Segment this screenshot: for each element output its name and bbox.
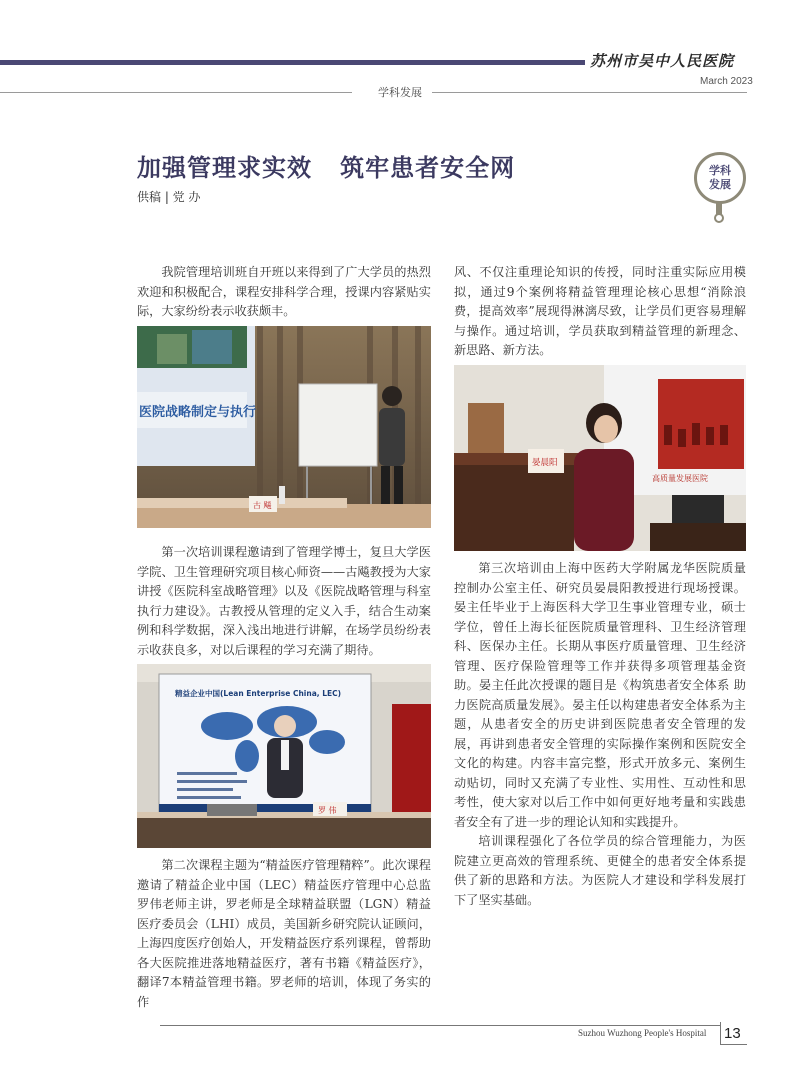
section-badge-label: 学科发展 <box>709 164 731 191</box>
paragraph-session2: 第二次课程主题为“精益医疗管理精粹”。此次课程邀请了精益企业中国（LEC）精益医疗管理中心总监罗伟老师主讲，罗老师是全球精益联盟（LGN）精益医疗委员会（LHI）成员，美国新乡研究院认证顾问，上海四度医疗创始人，开发精益医疗系列课程，曾帮助各大医院推进落地精益医疗，著有书籍《精益医疗》，翻译7本精益管理书籍。罗老师的培训，体现了务实的作 <box>137 858 431 1009</box>
hospital-name: 苏州市吴中人民医院 <box>590 52 735 70</box>
photo-lecture-1 <box>137 326 431 528</box>
article-byline: 供稿 | 党 办 <box>137 190 201 204</box>
issue-date: March 2023 <box>700 76 753 87</box>
header-divider-right <box>432 92 747 93</box>
photo-lecture-3-image <box>454 365 746 551</box>
paragraph-intro: 我院管理培训班自开班以来得到了广大学员的热烈欢迎和积极配合，课程安排科学合理，授课内容紧贴实际，大家纷纷表示收获颇丰。 <box>137 265 431 318</box>
article-title: 加强管理求实效 筑牢患者安全网 <box>137 153 516 182</box>
header-divider-left <box>0 92 352 93</box>
footer-hospital-name: Suzhou Wuzhong People's Hospital <box>578 1028 707 1038</box>
paragraph-conclusion: 培训课程强化了各位学员的综合管理能力，为医院建立更高效的管理系统、更健全的患者安全体系提供了新的思路和方法。为医院人才建设和学科发展打下了坚实基础。 <box>454 834 746 907</box>
photo-lecture-2-image <box>137 664 431 848</box>
header-accent-bar <box>0 60 585 65</box>
right-column-session3 <box>454 559 746 910</box>
photo3-nameplate: 晏晨阳 <box>532 458 558 468</box>
section-badge <box>694 152 746 204</box>
photo1-nameplate: 古 飚 <box>253 501 272 510</box>
paragraph-session1: 第一次培训课程邀请到了管理学博士，复旦大学医学院、卫生管理研究项目核心师资——古飚教授为大家讲授《医院科室战略管理》以及《医院战略管理与科室执行力建设》。古教授从管理的定义入手，结合生动案例和科学数据，深入浅出地进行讲解，在场学员纷纷表示收获良多，对以后课程的学习充满了期待。 <box>137 545 431 657</box>
footer-divider <box>160 1025 720 1026</box>
photo-lecture-2 <box>137 664 431 848</box>
photo-lecture-1-image <box>137 326 431 528</box>
photo3-screen-text: 高质量发展医院 <box>652 474 708 483</box>
photo2-screen-title: 精益企业中国(Lean Enterprise China, LEC) <box>175 689 342 698</box>
paragraph-session2-cont: 风、不仅注重理论知识的传授，同时注重实际应用模拟，通过9个案例将精益管理理论核心思想“消除浪费，提高效率”展现得淋漓尽致，让学员们更容易理解与操作。通过培训，学员获取到精益管理的新理念、新思路、新方法。 <box>454 265 746 357</box>
right-column-continued <box>454 263 746 361</box>
photo1-screen-text: 医院战略制定与执行 <box>139 405 257 420</box>
photo2-nameplate: 罗 伟 <box>318 806 337 815</box>
section-label: 学科发展 <box>378 86 422 99</box>
left-column-intro <box>137 263 431 322</box>
paragraph-session3: 第三次培训由上海中医药大学附属龙华医院质量控制办公室主任、研究员晏晨阳教授进行现场授课。晏主任毕业于上海医科大学卫生事业管理专业，硕士学位，曾任上海长征医院质量管理科、卫生经济管理科、医保办主任。长期从事医疗质量管理、卫生经济管理、医疗保险管理等工作并获得多项管理基金资助。晏主任此次授课的题目是《构筑患者安全体系 助力医院高质量发展》。晏主任以构建患者安全体系为主题，从患者安全的历史讲到医院患者安全管理的发展，再讲到患者安全管理的实际操作案例和医院安全文化的构建。内容丰富完整，形式开放多元、案例生动贴切，同时又充满了专业性、实用性、互动性和思考性，使大家对以后工作中如何更好地考量和实践患者安全有了进一步的理论认知和实践提升。 <box>454 561 746 829</box>
badge-ring-icon <box>714 213 724 223</box>
left-column-session1 <box>137 543 431 660</box>
page-number: 13 <box>724 1025 741 1042</box>
left-column-session2 <box>137 856 431 1012</box>
photo-lecture-3 <box>454 365 746 551</box>
